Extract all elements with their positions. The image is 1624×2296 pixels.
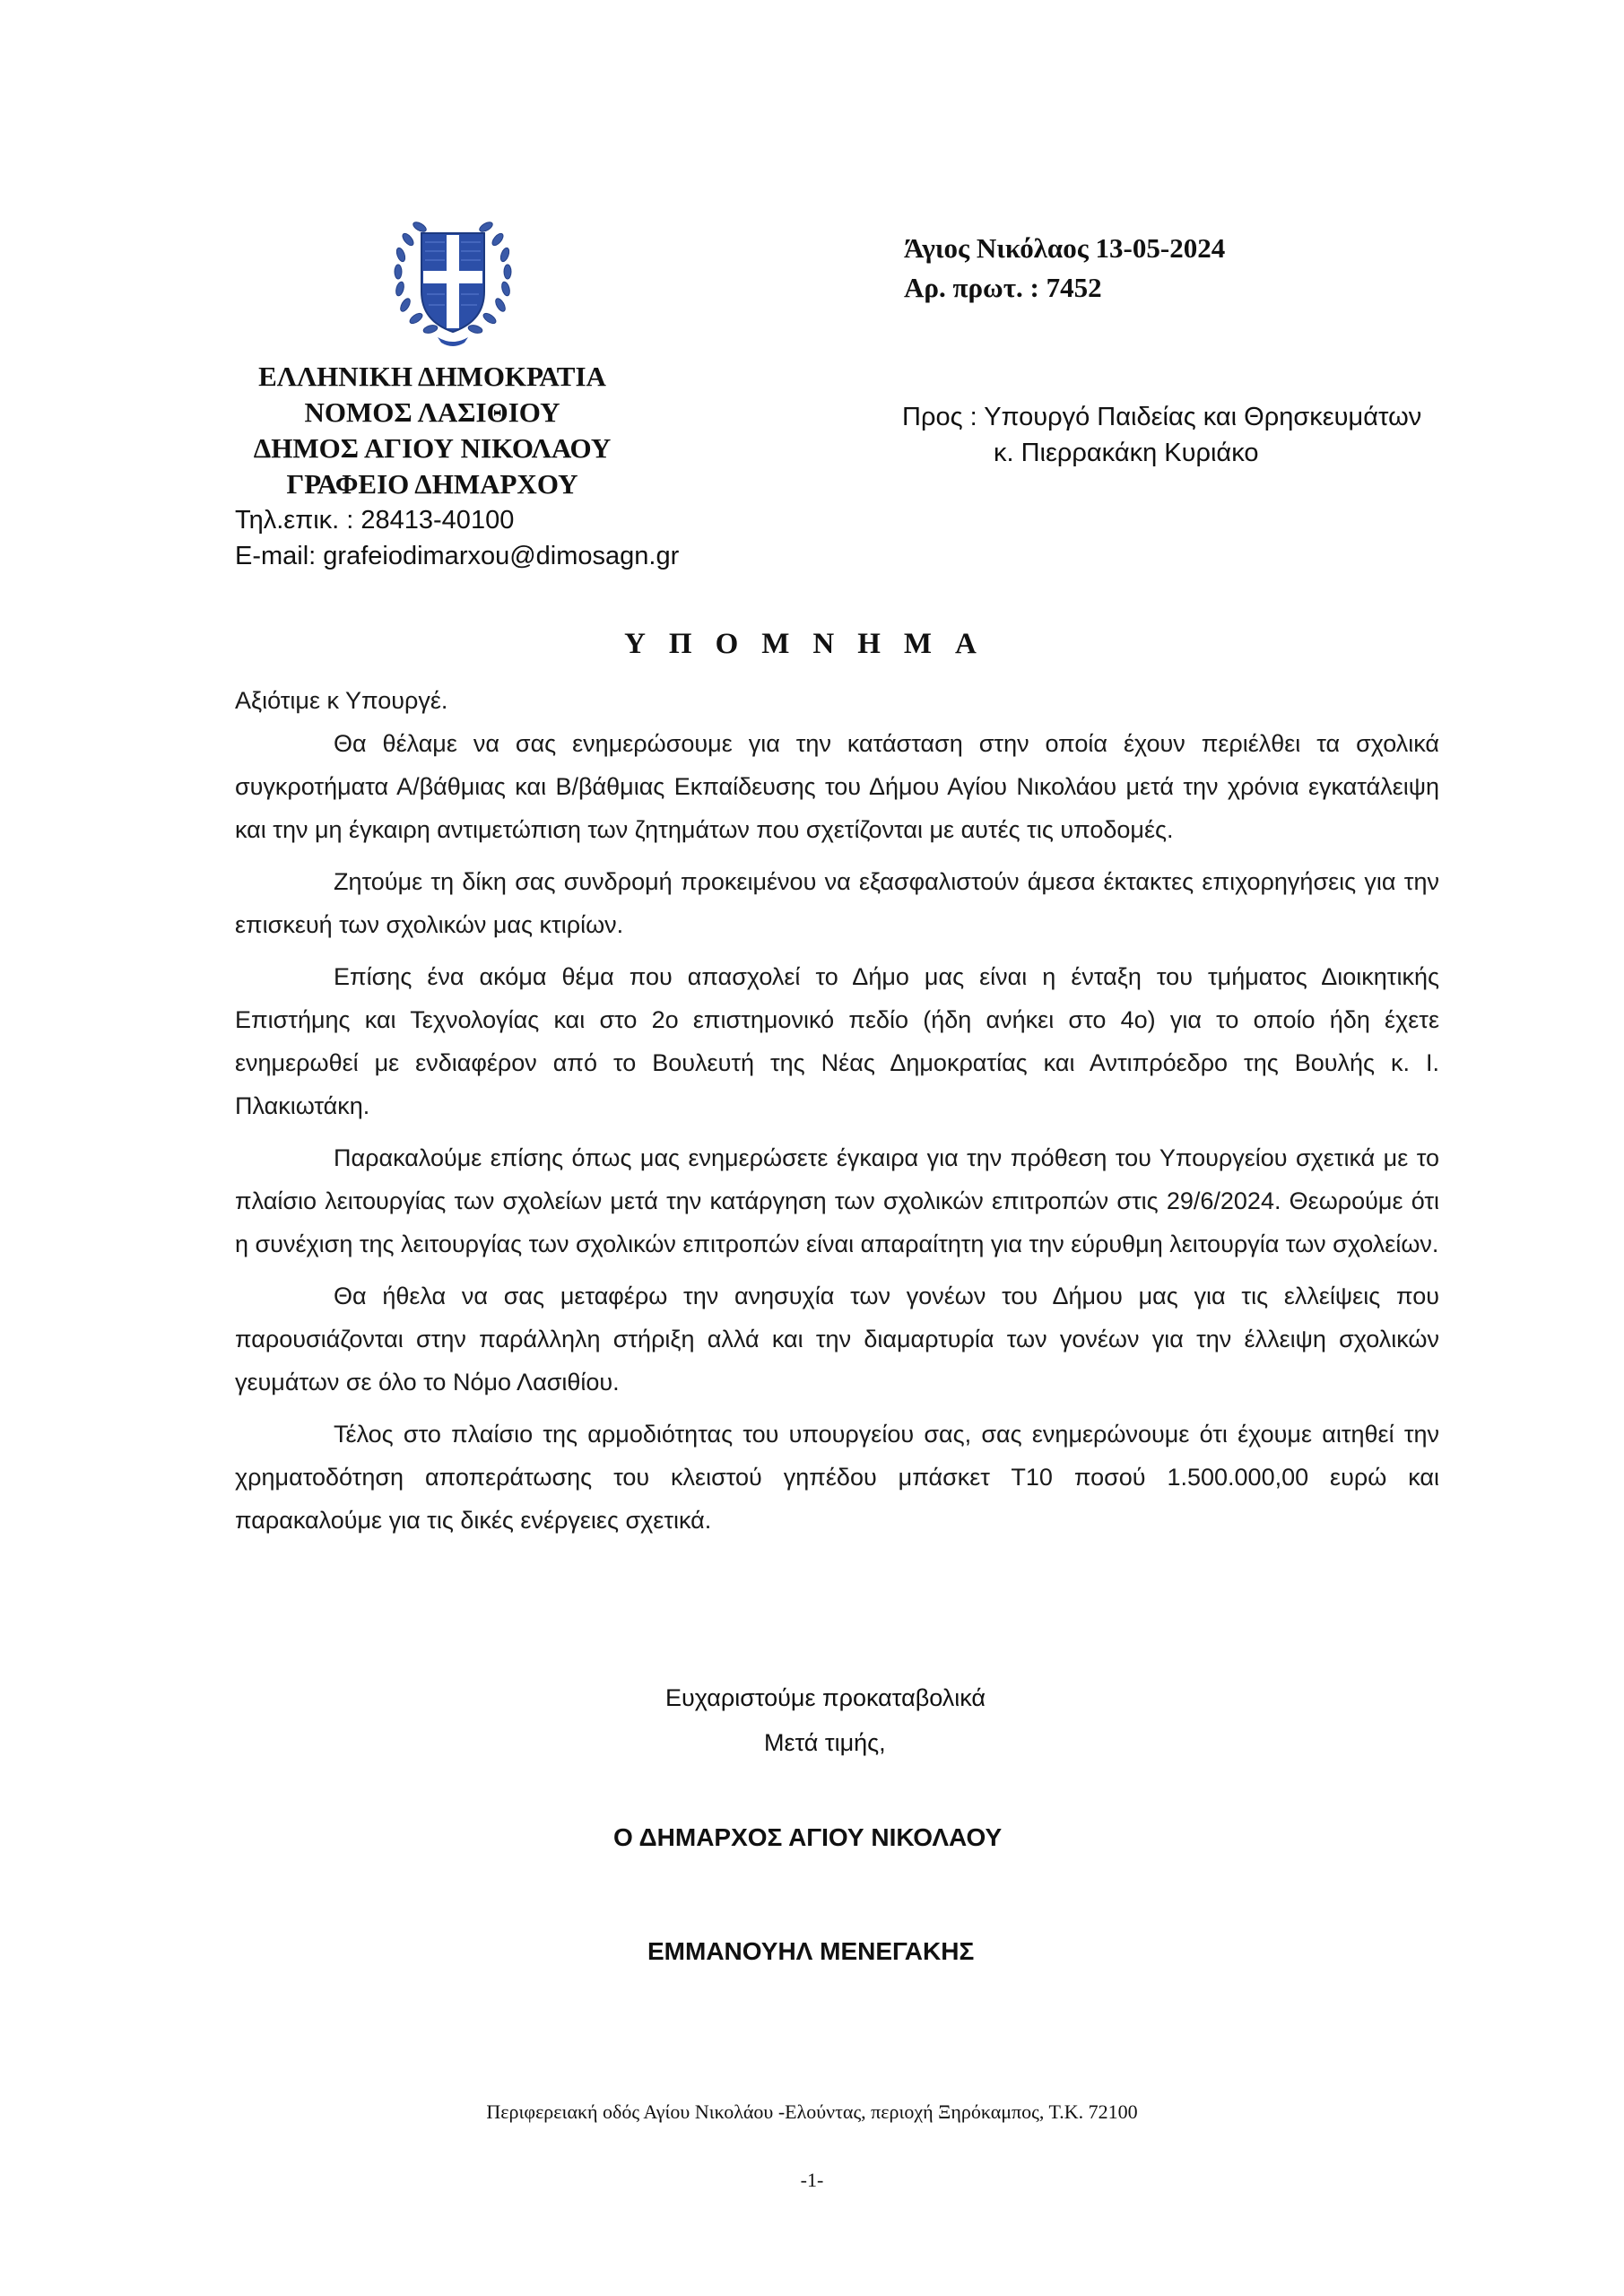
sender-email: E-mail: grafeiodimarxou@dimosagn.gr [235, 542, 680, 570]
letter-body [235, 679, 1439, 1551]
sender-phone: Τηλ.επικ. : 28413-40100 [235, 506, 515, 535]
signatory-title: Ο ΔΗΜΑΡΧΟΣ ΑΓΙΟΥ ΝΙΚΟΛΑΟΥ [613, 1823, 1003, 1851]
body-paragraph: Θα ήθελα να σας μεταφέρω την ανησυχία των γονέων του Δήμου μας για τις ελλείψεις που παρουσιάζονται στην παράλληλη στήριξη αλλά και την διαμαρτυρία των γονέων για την έλλειψη σχολικών γευμάτων σε όλο το Νόμο Λασιθίου. [235, 1283, 1439, 1396]
document-title: ΥΠΟΜΝΗΜΑ [624, 628, 1000, 660]
sender-office: ΓΡΑΦΕΙΟ ΔΗΜΑΡΧΟΥ [286, 468, 578, 500]
date-protocol-block [904, 229, 1225, 308]
body-paragraph: Παρακαλούμε επίσης όπως μας ενημερώσετε έγκαιρα για την πρόθεση του Υπουργείου σχετικά με το πλαίσιο λειτουργίας των σχολείων μετά την κατάργηση των σχολικών επιτροπών στις 29/6/2024. Θεωρούμε ότι η συνέχιση της λειτουργίας των σχολικών επιτροπών είναι απαραίτητη για την εύρυθμη λειτουργία των σχολείων. [235, 1144, 1439, 1257]
sender-block [235, 359, 737, 574]
date-line: Άγιος Νικόλαος 13-05-2024 [904, 232, 1226, 264]
sender-republic: ΕΛΛΗΝΙΚΗ ΔΗΜΟΚΡΑΤΙΑ [258, 361, 606, 392]
signatory-name: ΕΜΜΑΝΟΥΗΛ ΜΕΝΕΓΑΚΗΣ [647, 1937, 975, 1965]
salutation: Αξιότιμε κ Υπουργέ. [235, 687, 448, 714]
sender-municipality: ΔΗΜΟΣ ΑΓΙΟΥ ΝΙΚΟΛΑΟΥ [253, 432, 612, 464]
footer-address: Περιφερειακή οδός Αγίου Νικολάου -Ελούντας, περιοχή Ξηρόκαμπος, Τ.Κ. 72100 [486, 2100, 1138, 2123]
body-paragraph: Ζητούμε τη δίκη σας συνδρομή προκειμένου να εξασφαλιστούν άμεσα έκτακτες επιχορηγήσεις για την επισκευή των σχολικών μας κτιρίων. [235, 868, 1439, 938]
greek-coat-of-arms-icon [386, 206, 520, 350]
recipient-line-2: κ. Πιερρακάκη Κυριάκο [994, 439, 1259, 467]
closing-thanks: Ευχαριστούμε προκαταβολικά [665, 1684, 986, 1711]
body-paragraph: Τέλος στο πλαίσιο της αρμοδιότητας του υπουργείου σας, σας ενημερώνουμε ότι έχουμε αιτηθεί την χρηματοδότηση αποπεράτωσης του κλειστού γηπέδου μπάσκετ Τ10 ποσού 1.500.000,00 ευρώ και παρακαλούμε για τις δικές ενέργειες σχετικά. [235, 1421, 1439, 1534]
page-number: -1- [800, 2169, 824, 2191]
recipient-block [902, 399, 1421, 471]
protocol-number: Αρ. πρωτ. : 7452 [904, 272, 1102, 303]
closing-regards: Μετά τιμής, [764, 1729, 886, 1756]
body-paragraph: Θα θέλαμε να σας ενημερώσουμε για την κατάσταση στην οποία έχουν περιέλθει τα σχολικά συγκροτήματα Α/βάθμιας και Β/βάθμιας Εκπαίδευσης του Δήμου Αγίου Νικολάου μετά την χρόνια εγκατάλειψη και την μη έγκαιρη αντιμετώπιση των ζητημάτων που σχετίζονται με αυτές τις υποδομές. [235, 730, 1439, 843]
body-paragraph: Επίσης ένα ακόμα θέμα που απασχολεί το Δήμο μας είναι η ένταξη του τμήματος Διοικητικής Επιστήμης και Τεχνολογίας και στο 2ο επιστημονικό πεδίο (ήδη ανήκει στο 4ο) για το οποίο ήδη έχετε ενημερωθεί με ενδιαφέρον από το Βουλευτή της Νέας Δημοκρατίας και Αντιπρόεδρο της Βουλής κ. Ι. Πλακιωτάκη. [235, 963, 1439, 1119]
sender-prefecture: ΝΟΜΟΣ ΛΑΣΙΘΙΟΥ [304, 396, 560, 428]
recipient-line-1: Προς : Υπουργό Παιδείας και Θρησκευμάτων [902, 403, 1422, 431]
